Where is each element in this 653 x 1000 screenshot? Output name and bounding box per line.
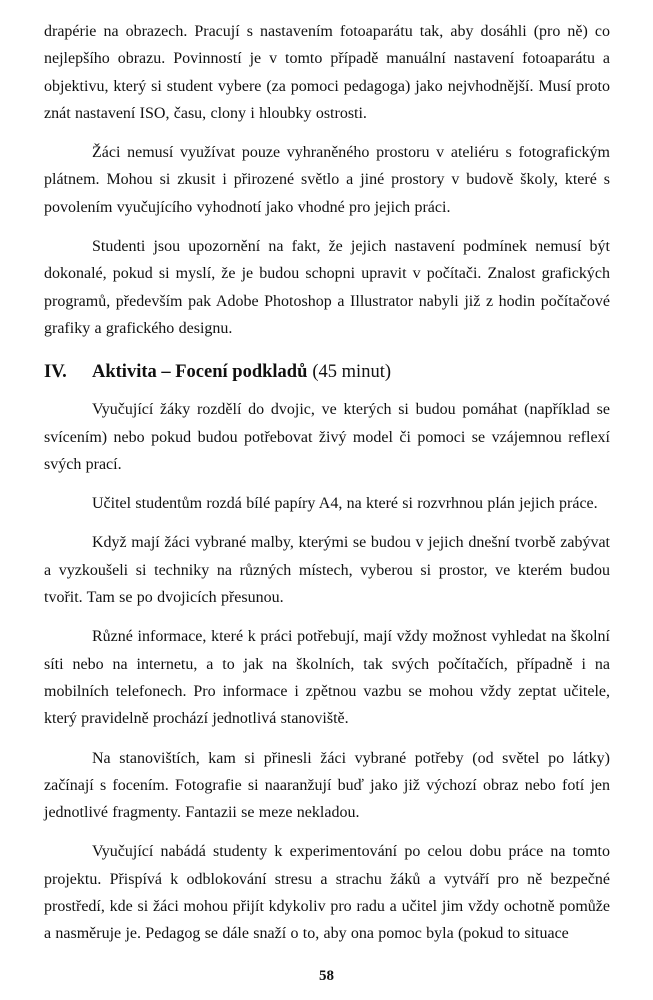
page-number: 58 — [319, 968, 334, 984]
paragraph: Různé informace, které k práci potřebují, mají vždy možnost vyhledat na školní síti nebo na internetu, a to jak na školních, tak svých počítačích, případně i na mobilních telefonech. Pro informace i zpětnou vazbu se mohou vždy zeptat učitele, který pravidelně prochází jednotlivá stanoviště. — [44, 628, 610, 728]
paragraph: Vyučující žáky rozdělí do dvojic, ve kterých si budou pomáhat (například se svícením) nebo pokud budou potřebovat živý model či pomoci se vzájemnou reflexí svých prací. — [44, 401, 610, 473]
paragraph: Na stanovištích, kam si přinesli žáci vybrané potřeby (od světel po látky) začínají s focením. Fotografie si naaranžují buď jako již výchozí obraz nebo fotí jen jednotlivé fragmenty. Fantazii se meze nekladou. — [44, 749, 610, 822]
section-duration: (45 minut) — [312, 362, 391, 383]
section-number: IV. — [44, 362, 67, 383]
section-heading — [44, 358, 610, 386]
section-title: Aktivita – Focení podkladů — [92, 362, 308, 383]
paragraph-continued: Vyučující nabádá studenty k experimentování po celou dobu práce na tomto projektu. Přispívá k odblokování stresu a strachu žáků a vytváří pro ně bezpečné prostředí, kde si žáci mohou přijít kdykoliv pro radu a učitel jim vždy ochotně pomůže a nasměruje je. Pedagog se dále snaží o to, aby ona pomoc byla (pokud to situace — [44, 843, 610, 943]
paragraph: Učitel studentům rozdá bílé papíry A4, na které si rozvrhnou plán jejich práce. — [92, 495, 598, 513]
paragraph-continuation: drapérie na obrazech. Pracují s nastavením fotoaparátu tak, aby dosáhli (pro ně) co nejlepšího obrazu. Povinností je v tomto případě manuální nastavení fotoaparátu a objektivu, který si student vybere (za pomoci pedagoga) jako nejvhodnější. Musí proto znát nastavení ISO, času, clony i hloubky ostrosti. — [44, 23, 610, 122]
paragraph: Žáci nemusí využívat pouze vyhraněného prostoru v ateliéru s fotografickým plátnem. Mohou si zkusit i přirozené světlo a jiné prostory v budově školy, které s povolením vyučujícího vyhodnotí jako vhodné pro jejich práci. — [44, 144, 610, 216]
document-page — [44, 18, 610, 948]
paragraph: Studenti jsou upozornění na fakt, že jejich nastavení podmínek nemusí být dokonalé, pokud si myslí, že je budou schopni upravit v počítači. Znalost grafických programů, především pak Adobe Photoshop a Illustrator nabyli již z hodin počítačové grafiky a grafického designu. — [44, 238, 610, 337]
paragraph: Když mají žáci vybrané malby, kterými se budou v jejich dnešní tvorbě zabývat a vyzkoušeli si techniky na různých místech, vyberou si prostor, ve kterém budou tvořit. Tam se po dvojicích přesunou. — [44, 534, 610, 607]
